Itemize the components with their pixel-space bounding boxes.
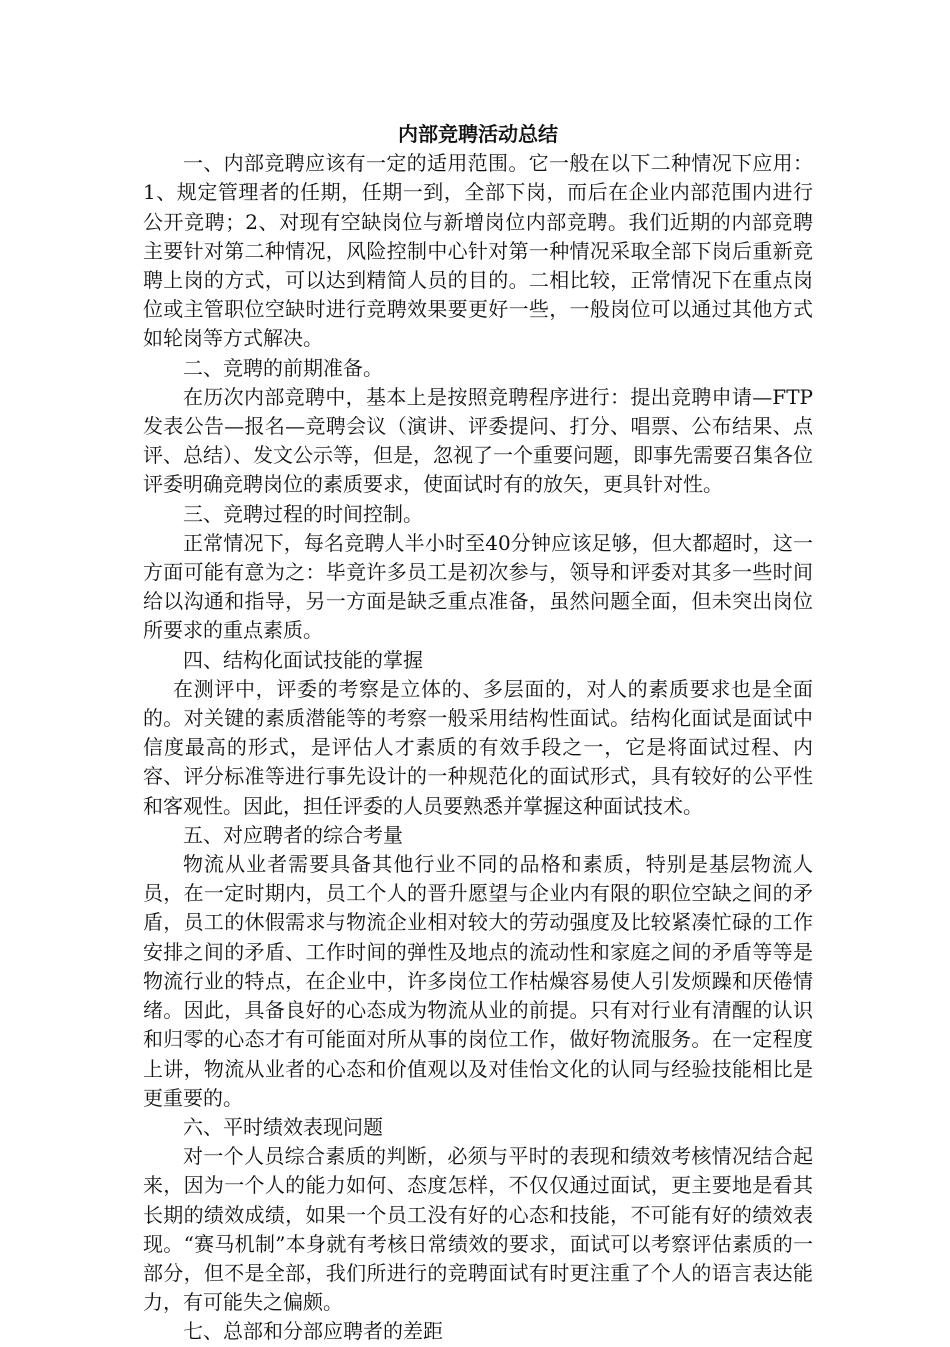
- section-heading-7: 七、总部和分部应聘者的差距: [183, 1319, 443, 1344]
- paragraph-section-2: 在历次内部竞聘中，基本上是按照竞聘程序进行：提出竞聘申请—FTP发表公告—报名—竞聘会议（演讲、评委提问、打分、唱票、公布结果、点评、总结）、发文公示等，但是，忽视了一个重要问题，即事先需要召集各位评委明确竞聘岗位的素质要求，使面试时有的放矢，更具针对性。: [143, 384, 813, 497]
- paragraph-section-4: 在测评中，评委的考察是立体的、多层面的，对人的素质要求也是全面的。对关键的素质潜能等的考察一般采用结构性面试。结构化面试是面试中信度最高的形式，是评估人才素质的有效手段之一，它是将面试过程、内容、评分标准等进行事先设计的一种规范化的面试形式，具有较好的公平性和客观性。因此，担任评委的人员要熟悉并掌握这种面试技术。: [143, 676, 813, 818]
- paragraph-section-6: 对一个人员综合素质的判断，必须与平时的表现和绩效考核情况结合起来，因为一个人的能力如何、态度怎样，不仅仅通过面试，更主要地是看其长期的绩效成绩，如果一个员工没有好的心态和技能，不可能有好的绩效表现。“赛马机制”本身就有考核日常绩效的要求，面试可以考察评估素质的一部分，但不是全部，我们所进行的竞聘面试有时更注重了个人的语言表达能力，有可能失之偏颇。: [143, 1144, 813, 1315]
- section-heading-5: 五、对应聘者的综合考量: [183, 822, 403, 847]
- section-heading-4: 四、结构化面试技能的掌握: [183, 647, 423, 672]
- section-heading-3: 三、竞聘过程的时间控制。: [183, 501, 423, 526]
- paragraph-section-1: 一、内部竞聘应该有一定的适用范围。它一般在以下二种情况下应用：1、规定管理者的任期，任期一到，全部下岗，而后在企业内部范围内进行公开竞聘；2、对现有空缺岗位与新增岗位内部竞聘。我们近期的内部竞聘主要针对第二种情况，风险控制中心针对第一种情况采取全部下岗后重新竞聘上岗的方式，可以达到精简人员的目的。二相比较，正常情况下在重点岗位或主管职位空缺时进行竞聘效果要更好一些，一般岗位可以通过其他方式如轮岗等方式解决。: [143, 151, 813, 351]
- section-heading-6: 六、平时绩效表现问题: [183, 1114, 383, 1139]
- document-title: 内部竞聘活动总结: [398, 122, 558, 146]
- document-body: [143, 120, 813, 1347]
- paragraph-section-3: 正常情况下，每名竞聘人半小时至40分钟应该足够，但大都超时，这一方面可能有意为之：毕竟许多员工是初次参与，领导和评委对其多一些时间给以沟通和指导，另一方面是缺乏重点准备，虽然问题全面，但未突出岗位所要求的重点素质。: [143, 530, 813, 643]
- section-heading-2: 二、竞聘的前期准备。: [183, 355, 383, 380]
- paragraph-section-5: 物流从业者需要具备其他行业不同的品格和素质，特别是基层物流人员，在一定时期内，员工个人的晋升愿望与企业内有限的职位空缺之间的矛盾，员工的休假需求与物流企业相对较大的劳动强度及比较紧凑忙碌的工作安排之间的矛盾、工作时间的弹性及地点的流动性和家庭之间的矛盾等等是物流行业的特点，在企业中，许多岗位工作枯燥容易使人引发烦躁和厌倦情绪。因此，具备良好的心态成为物流从业的前提。只有对行业有清醒的认识和归零的心态才有可能面对所从事的岗位工作，做好物流服务。在一定程度上讲，物流从业者的心态和价值观以及对佳怡文化的认同与经验技能相比是更重要的。: [143, 852, 813, 1110]
